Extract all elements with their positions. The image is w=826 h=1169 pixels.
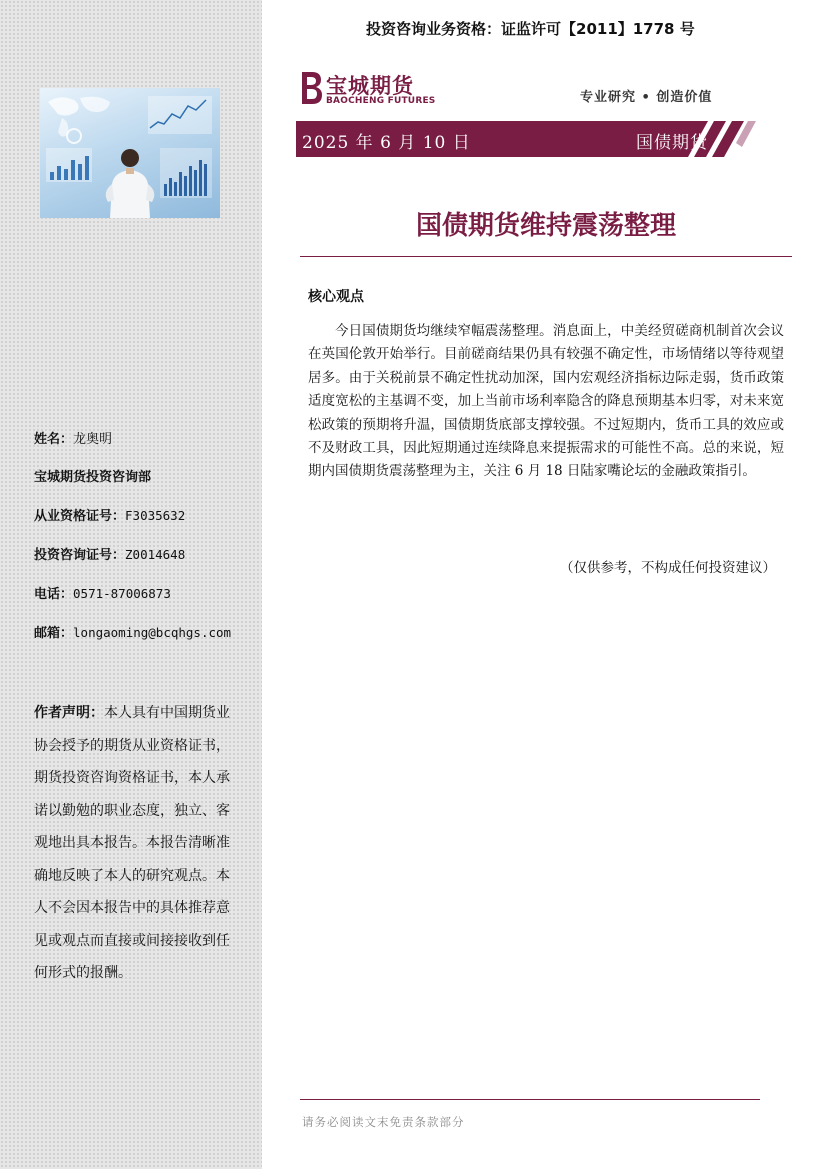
consulting-number [34, 544, 185, 563]
disclaimer-note: （仅供参考，不构成任何投资建议） [560, 560, 776, 576]
report-category: 国债期货 [636, 133, 708, 153]
hero-image [40, 88, 220, 218]
consulting-value: Z0014648 [125, 547, 186, 562]
email-label: 邮箱： [34, 626, 74, 641]
report-title: 国债期货维持震荡整理 [415, 211, 676, 241]
department-value: 宝城期货投资咨询部 [34, 470, 152, 485]
qualification-value: F3035632 [125, 508, 186, 523]
logo-subtitle: BAOCHENG FUTURES [326, 96, 436, 106]
license-line: 投资咨询业务资格：证监许可【2011】1778 号 [366, 20, 695, 38]
author-name [34, 428, 112, 447]
footer-note: 请务必阅读文末免责条款部分 [302, 1115, 465, 1129]
phone-label: 电话： [34, 587, 74, 602]
footer-divider [300, 1099, 760, 1100]
statement-text: 本人具有中国期货业协会授予的期货从业资格证书，期货投资咨询资格证书，本人承诺以勤勉的职业态度，独立、客观地出具本报告。本报告清晰准确地反映了本人的研究观点。本人不会因本报告中的具体推荐意见或观点而直接或间接接收到任何形式的报酬。 [34, 705, 230, 981]
company-logo [296, 68, 446, 112]
author-name-label: 姓名： [34, 432, 74, 447]
report-date: 2025 年 6 月 10 日 [302, 133, 471, 153]
consulting-label: 投资咨询证号： [34, 548, 126, 563]
department [34, 466, 151, 485]
section-title: 核心观点 [308, 289, 364, 305]
email-value[interactable]: longaoming@bcqhgs.com [73, 625, 232, 640]
logo-name: 宝城期货 [326, 73, 414, 98]
core-view-paragraph: 今日国债期货均继续窄幅震荡整理。消息面上，中美经贸磋商机制首次会议在英国伦敦开始举行。目前磋商结果仍具有较强不确定性，市场情绪以等待观望居多。由于关税前景不确定性扰动加深，国内宏观经济指标边际走弱，货币政策适度宽松的主基调不变，加上当前市场利率隐含的降息预期基本归零，对未来宽松政策的预期将升温，国债期货底部支撑较强。不过短期内，货币工具的效应或不及财政工具，因此短期通过连续降息来提振需求的可能性不高。总的来说，短期内国债期货震荡整理为主，关注 6 月 18 日陆家嘴论坛的金融政策指引。 [308, 323, 784, 480]
phone-value: 0571-87006873 [73, 586, 171, 601]
statement-label: 作者声明： [34, 705, 104, 721]
logo-mark-icon [296, 68, 324, 108]
phone [34, 583, 171, 602]
slogan: 专业研究 • 创造价值 [580, 90, 713, 105]
qualification-label: 从业资格证号： [34, 509, 126, 524]
title-divider [300, 256, 792, 257]
author-statement [34, 697, 230, 990]
author-name-value: 龙奥明 [73, 432, 113, 447]
qualification-number [34, 505, 185, 524]
email [34, 622, 231, 641]
